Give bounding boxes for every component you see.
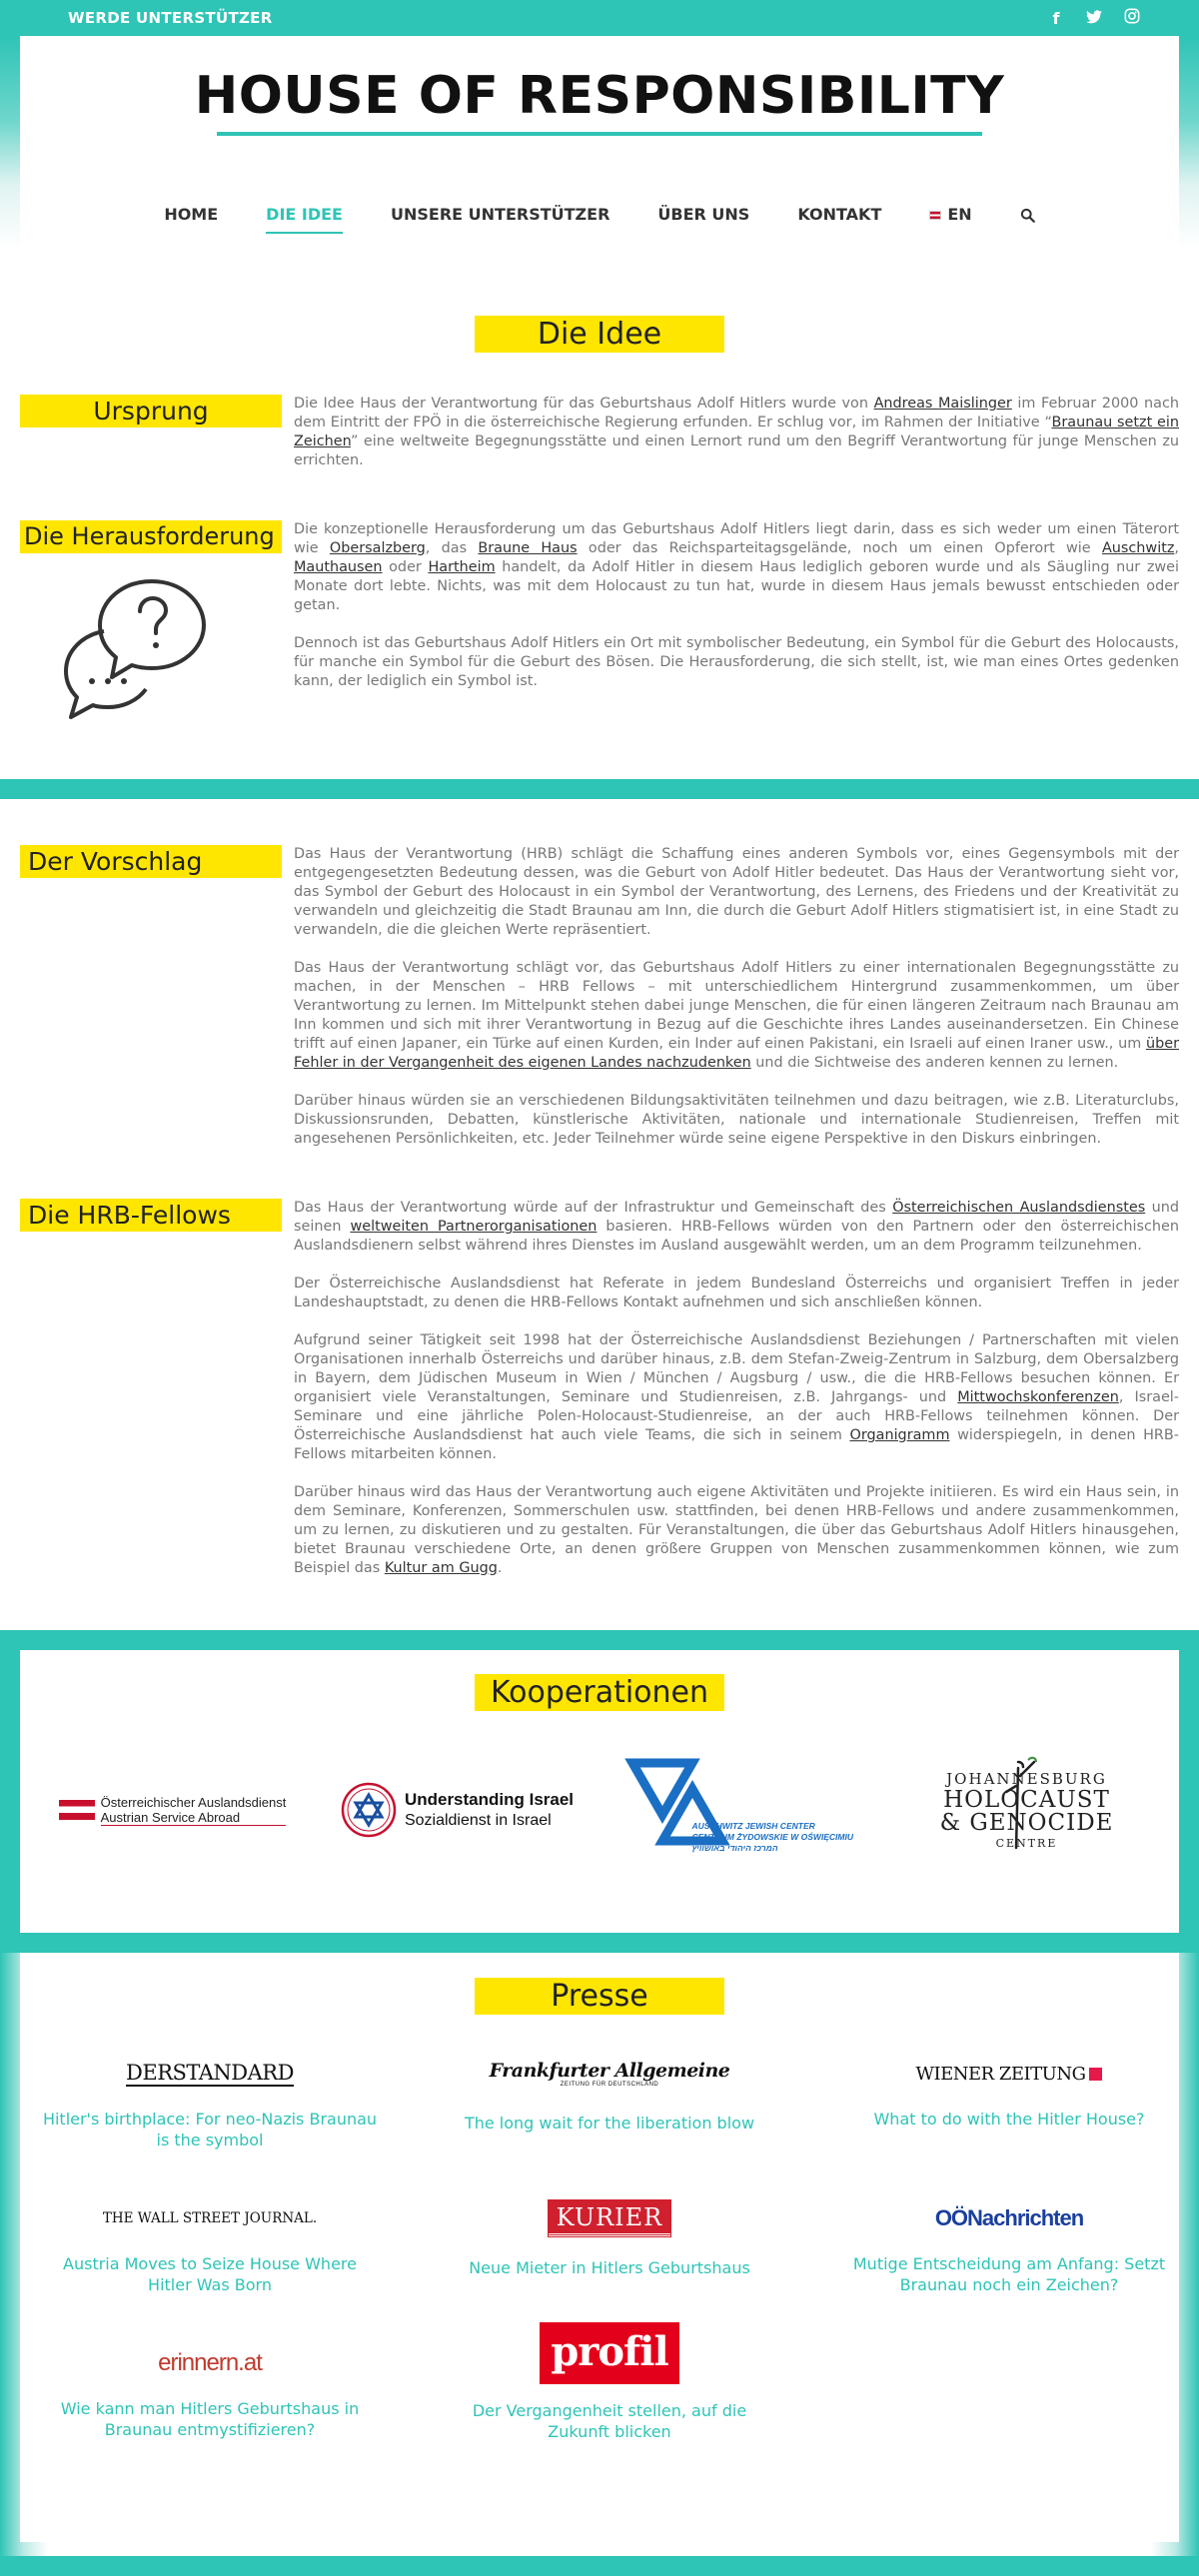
red-square-icon <box>1089 2068 1102 2081</box>
text-ursprung <box>294 395 1179 470</box>
text-span: und seinen <box>294 1200 1179 1235</box>
text-span: Darüber hinaus wird das Haus der Verantwortung auch eigene Aktivitäten und Projekte initiieren. Es wird ein Haus sein, in dem Seminare, Konferenzen, Sommerschulen usw. stattfinden, bei denen HRB-Fellows und andere zusammenkommen, um zu lernen, zu diskutieren und zu gestalten. Für Veranstaltungen, die über das Geburtshaus Adolf Hitlers hinausgehen, bietet Braunau verschiedene Orte, an denen größere Gruppen von Menschen zusammenkommen können, wie zum Beispiel das <box>294 1484 1179 1576</box>
link-andreas-maislinger[interactable]: Andreas Maislinger <box>873 396 1012 412</box>
header-wrapper <box>0 36 1199 248</box>
text-span: , <box>1174 540 1179 556</box>
link-braune-haus[interactable]: Braune Haus <box>478 540 578 556</box>
text-span: ” eine weltweite Begegnungsstätte und einen Lernort rund um den Begriff Verantwortung für junge Menschen zu errichten. <box>294 433 1179 468</box>
press-item-ooe-nachrichten <box>839 2195 1179 2295</box>
text-span: basieren. HRB-Fellows würden von den Partnern oder den österreichischen Auslandsdienern selbst während ihres Dienstes im Ausland ausgewählt werden, um an dem Programm teilzunehmen. <box>294 1219 1179 1254</box>
section-divider <box>0 779 1199 799</box>
logo-derstandard[interactable] <box>40 2051 380 2097</box>
top-bar <box>0 0 1199 36</box>
text-span: , das <box>425 540 479 556</box>
uk-flag-icon <box>929 211 941 220</box>
label-herausforderung: Die Herausforderung <box>20 520 282 553</box>
paragraph <box>294 1199 1179 1256</box>
nav-ueber-uns[interactable]: ÜBER UNS <box>657 205 750 224</box>
link-mauthausen[interactable]: Mauthausen <box>294 559 383 575</box>
link-braunau-setzt-ein-zeichen[interactable]: Braunau setzt ein Zeichen <box>294 415 1179 449</box>
vorschlag-content <box>0 845 1199 1578</box>
text-vorschlag <box>294 845 1179 1149</box>
logo-kurier[interactable] <box>440 2195 779 2241</box>
side-fellows <box>20 1199 282 1578</box>
asa-line-2: Austrian Service Abroad <box>100 1809 241 1825</box>
logo-subtext: ZEITUNG FÜR DEUTSCHLAND <box>560 2082 659 2088</box>
logo-text: DERSTANDARD <box>126 2061 294 2085</box>
site-logo[interactable] <box>20 66 1179 136</box>
label-fellows: Die HRB-Fellows <box>20 1199 282 1232</box>
press-link-erinnern[interactable]: Wie kann man Hitlers Geburtshaus in Braunau entmystifizieren? <box>60 2399 360 2439</box>
press-link-wsj[interactable]: Austria Moves to Seize House Where Hitler Was Born <box>63 2254 357 2294</box>
paragraph: Darüber hinaus würden sie an verschiedenen Bildungsaktivitäten teilnehmen und dazu beitragen, wie z.B. Literaturclubs, Diskussionsrunden, Debatten, künstlerische Aktivitäten, nationale und internationale Studienreisen, Treffen mit angesehenen Persönlichkeiten, etc. Jeder Teilnehmer würde seine eigene Perspektive in den Diskurs einbringen. <box>294 1093 1179 1147</box>
nav-unsere-unterstuetzer[interactable]: UNSERE UNTERSTÜTZER <box>390 205 610 224</box>
press-item-erinnern <box>40 2340 380 2440</box>
text-span: oder das Reichsparteitagsgelände, noch um einen Opferort wie <box>577 540 1102 556</box>
footer-bar <box>0 2556 1199 2576</box>
text-span: . <box>497 1560 503 1576</box>
logo-austrian-service-abroad[interactable] <box>43 1795 303 1826</box>
press-item-wsj <box>40 2195 380 2295</box>
row-herausforderung <box>20 520 1179 727</box>
twitter-icon[interactable] <box>1085 9 1103 28</box>
idee-content <box>0 395 1199 727</box>
presse-section <box>0 1953 1199 2556</box>
logo-profil[interactable] <box>440 2320 779 2386</box>
kooperationen-panel <box>20 1650 1179 1933</box>
search-icon[interactable] <box>996 198 1059 232</box>
press-link-wiener-zeitung[interactable]: What to do with the Hitler House? <box>873 2110 1145 2129</box>
press-item-derstandard <box>40 2051 380 2150</box>
asa-line-1: Österreichischer Auslandsdienst <box>100 1794 287 1810</box>
logo-text: Frankfurter Allgemeine <box>489 2060 730 2082</box>
link-organigramm[interactable]: Organigramm <box>849 1427 950 1443</box>
press-link-ooe-nachrichten[interactable]: Mutige Entscheidung am Anfang: Setzt Braunau noch ein Zeichen? <box>852 2254 1166 2294</box>
ajc-line-2: CENTRUM ŻYDOWSKIE W OŚWIĘCIMIU <box>691 1832 853 1842</box>
link-partnerorganisationen[interactable]: weltweiten Partnerorganisationen <box>350 1219 598 1235</box>
text-span: handelt, da Adolf Hitler in diesem Haus lediglich geboren wurde und als Säugling nur zwei Monate dort lebte. Nichts, was mit dem Holocaust zu tun hat, wurde in diesem Haus jemals bewusst entschieden oder getan. <box>294 559 1179 613</box>
logo-understanding-israel[interactable] <box>328 1782 588 1838</box>
press-link-derstandard[interactable]: Hitler's birthplace: For neo-Nazis Braunau is the symbol <box>42 2110 378 2149</box>
become-supporter-link[interactable]: WERDE UNTERSTÜTZER <box>68 9 273 27</box>
ui-line-2: Sozialdienst in Israel <box>404 1812 552 1829</box>
jhg-line-2: HOLOCAUST <box>943 1786 1110 1813</box>
text-span: Die Idee Haus der Verantwortung für das Geburtshaus Adolf Hitlers wurde von <box>294 396 874 412</box>
nav-kontakt[interactable]: KONTAKT <box>797 205 882 224</box>
text-span: widerspiegeln, in denen HRB-Fellows mitarbeiten können. <box>294 1427 1179 1462</box>
nav-die-idee[interactable]: DIE IDEE <box>242 198 367 232</box>
text-span: Das Haus der Verantwortung würde auf der Infrastruktur und Gemeinschaft des <box>294 1200 893 1216</box>
logo-text: THE WALL STREET JOURNAL. <box>102 2210 318 2226</box>
jhg-line-3: & GENOCIDE <box>939 1809 1114 1836</box>
link-auslandsdienst[interactable]: Österreichischen Auslandsdienstes <box>892 1200 1146 1216</box>
paragraph <box>294 1331 1179 1464</box>
die-idee-heading <box>0 316 1199 353</box>
text-herausforderung <box>294 520 1179 727</box>
main-nav <box>20 198 1179 232</box>
press-item-profil <box>440 2320 779 2442</box>
label-vorschlag: Der Vorschlag <box>20 845 282 878</box>
nav-language-en[interactable] <box>905 198 995 232</box>
kooperationen-section <box>0 1630 1199 1953</box>
row-fellows <box>20 1199 1179 1578</box>
row-vorschlag <box>20 845 1179 1149</box>
site-header <box>20 36 1179 248</box>
section-title-die-idee: Die Idee <box>475 316 724 353</box>
logo-text[interactable]: HOUSE OF RESPONSIBILITY <box>194 66 1005 126</box>
side-vorschlag <box>20 845 282 1149</box>
link-auschwitz[interactable]: Auschwitz <box>1101 540 1175 556</box>
austria-flag-icon <box>59 1800 95 1820</box>
link-kultur-am-gugg[interactable]: Kultur am Gugg <box>384 1560 498 1576</box>
paragraph <box>294 1483 1179 1578</box>
figure-icon <box>998 1756 1038 1852</box>
logo-text: KURIER <box>549 2200 670 2236</box>
jhg-line-1: JOHANNESBURG <box>946 1769 1107 1788</box>
logo-wsj[interactable] <box>40 2195 380 2241</box>
link-mittwochskonferenzen[interactable]: Mittwochskonferenzen <box>957 1389 1119 1405</box>
press-item-wiener-zeitung <box>839 2051 1179 2130</box>
jhg-line-4: CENTRE <box>995 1836 1058 1850</box>
text-span: Aufgrund seiner Tätigkeit seit 1998 hat der Österreichische Auslandsdienst Beziehungen / Partnerschaften mit vielen Organisationen innerhalb Österreichs und darüber hinaus, z.B. dem Stefan-Zweig-Zentrum in Salzburg, dem Obersalzberg in Bayern, dem Jüdischen Museum in Wien / München / Augsburg / usw., die die HRB-Fellows besuchen können. Er organisiert viele Veranstaltungen, Seminare und Studienreisen, z.B. Jahrgangs- und <box>294 1332 1179 1405</box>
link-fehler-vergangenheit[interactable]: über Fehler in der Vergangenheit des eigenen Landes nachzudenken <box>294 1036 1179 1071</box>
paragraph: Das Haus der Verantwortung (HRB) schlägt die Schaffung eines anderen Symbols vor, eines Gegensymbols mit der entgegengesetzten Bedeutung dessen, was die Geburt von Adolf Hitler bedeutet. Das Haus der Verantwortung sieht vor, das Symbol der Geburt des Holocaust in ein Symbol der Verantwortung, des Lernens, des Friedens und der Kreativität zu verwandeln und gleichzeitig die Stadt Braunau am Inn, die durch die Geburt Adolf Hitlers stigmatisiert ist, in eine Stadt zu verwandeln, die die gleichen Werte repräsentiert. <box>294 846 1179 938</box>
kooperationen-heading <box>20 1674 1179 1711</box>
side-ursprung <box>20 395 282 470</box>
ajc-line-3: המרכז היהודי באושוויץ <box>691 1843 778 1853</box>
ui-line-1: Understanding Israel <box>404 1790 575 1809</box>
paragraph <box>294 520 1179 615</box>
side-herausforderung <box>20 520 282 727</box>
star-of-david-icon <box>341 1782 397 1838</box>
logo-text: erinnern.at <box>158 2349 262 2376</box>
label-ursprung: Ursprung <box>20 395 282 428</box>
logo-erinnern[interactable] <box>40 2340 380 2386</box>
logo-johannesburg-holocaust-centre[interactable] <box>897 1769 1157 1850</box>
logo-auschwitz-jewish-center[interactable] <box>612 1755 872 1865</box>
question-bubbles-icon <box>20 553 282 727</box>
logo-wiener-zeitung[interactable] <box>839 2051 1179 2097</box>
instagram-icon[interactable] <box>1123 8 1141 28</box>
logo-ooe-nachrichten[interactable] <box>839 2195 1179 2241</box>
presse-panel <box>20 1953 1179 2542</box>
paragraph <box>294 395 1179 470</box>
paragraph: Dennoch ist das Geburtshaus Adolf Hitlers ein Ort mit symbolischer Bedeutung, ein Symbol für die Geburt des Holocausts, für manche ein Symbol für die Geburt des Bösen. Die Herausforderung, die sich stellt, ist, wie man eines Ortes gedenken kann, der lediglich ein Symbol ist. <box>294 635 1179 689</box>
text-span: oder <box>382 559 429 575</box>
ajc-line-1: AUSCHWITZ JEWISH CENTER <box>691 1821 815 1831</box>
press-item-faz <box>440 2051 779 2134</box>
section-title-presse: Presse <box>475 1978 724 2015</box>
link-obersalzberg[interactable]: Obersalzberg <box>329 540 426 556</box>
paragraph <box>294 959 1179 1073</box>
logo-text: profil <box>540 2322 679 2384</box>
press-link-faz[interactable]: The long wait for the liberation blow <box>464 2114 755 2133</box>
logo-underline <box>217 132 982 136</box>
presse-heading <box>20 1978 1179 2015</box>
text-span: Die konzeptionelle Herausforderung um das Geburtshaus Adolf Hitlers liegt darin, dass es sich weder um einen Täterort wie <box>294 521 1179 556</box>
logo-text: OÖNachrichten <box>934 2205 1084 2230</box>
section-title-kooperationen: Kooperationen <box>475 1674 724 1711</box>
row-ursprung <box>20 395 1179 470</box>
text-span: , Israel-Seminare und eine jährliche Polen-Holocaust-Studienreise, an der auch HRB-Fellows teilnehmen können. Der Österreichische Auslandsdienst hat auch viele Teams, die sich in seinem <box>294 1389 1179 1443</box>
link-hartheim[interactable]: Hartheim <box>428 559 496 575</box>
language-label: EN <box>947 205 972 224</box>
text-span: im Februar 2000 nach dem Eintritt der FPÖ in die österreichische Regierung erfunden. Er schlug vor, im Rahmen der Initiative “ <box>294 396 1179 430</box>
social-links <box>1047 8 1141 28</box>
text-span: Das Haus der Verantwortung schlägt vor, das Geburtshaus Adolf Hitlers zu einer internationalen Begegnungsstätte zu machen, in der Menschen – HRB Fellows – mit unterschiedlichem Hintergrund zusammenkommen, um über Verantwortung zu lernen. Im Mittelpunkt stehen dabei junge Menschen, die für einen längeren Zeitraum nach Braunau am Inn kommen und sich mit ihrer Verantwortung in Bezug auf die Geschichte ihres Landes auseinandersetzen. Ein Chinese trifft auf einen Japaner, ein Türke auf einen Kurden, ein Inder auf einen Pakistani, ein Israeli auf einen Iraner usw., um <box>294 960 1179 1052</box>
partner-logos <box>20 1750 1179 1870</box>
nav-home[interactable]: HOME <box>164 205 219 224</box>
facebook-icon[interactable]: f <box>1052 8 1060 28</box>
logo-faz[interactable] <box>440 2051 779 2097</box>
press-item-kurier <box>440 2195 779 2278</box>
text-span: und die Sichtweise des anderen kennen zu lernen. <box>750 1055 1119 1071</box>
logo-text: WIENER ZEITUNG <box>915 2063 1086 2085</box>
paragraph: Der Österreichische Auslandsdienst hat Referate in jedem Bundesland Österreichs und organisiert Treffen in jeder Landeshauptstadt, zu denen die HRB-Fellows Kontakt aufnehmen und sich anschließen können. <box>294 1276 1179 1310</box>
text-fellows <box>294 1199 1179 1578</box>
press-link-profil[interactable]: Der Vergangenheit stellen, auf die Zukunft blicken <box>472 2401 747 2441</box>
press-link-kurier[interactable]: Neue Mieter in Hitlers Geburtshaus <box>469 2258 750 2277</box>
